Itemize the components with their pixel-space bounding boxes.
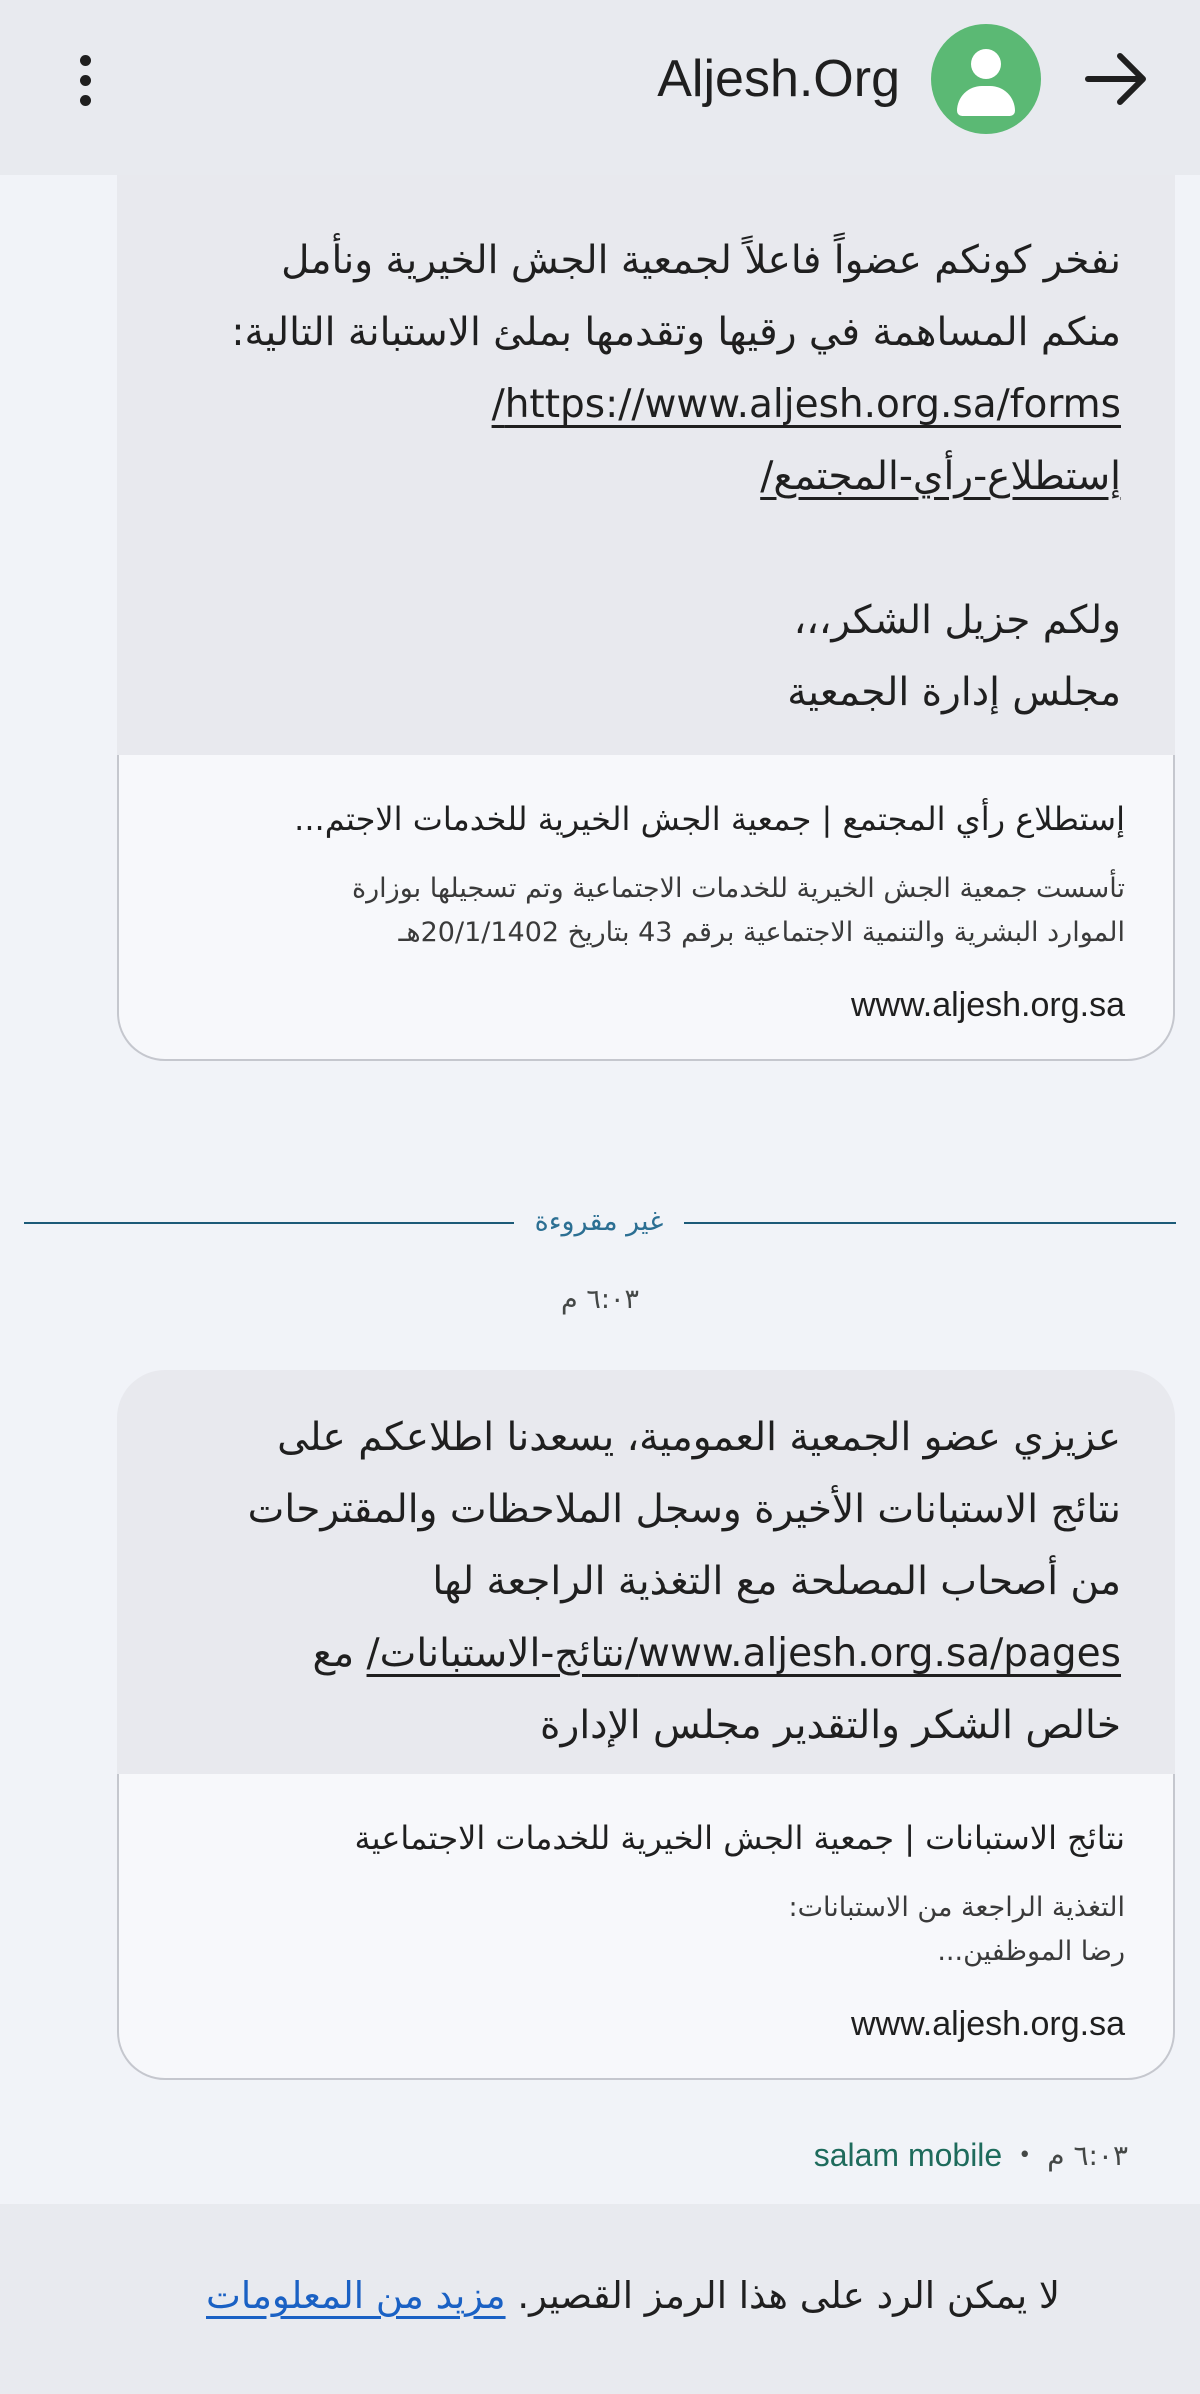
message-time: ٦:٠٣ م <box>1047 2138 1128 2172</box>
conversation-header <box>0 0 1200 175</box>
message-line: خالص الشكر والتقدير مجلس الإدارة <box>540 1703 1121 1748</box>
menu-dot <box>80 75 91 86</box>
preview-title: إستطلاع رأي المجتمع | جمعية الجش الخيرية للخدمات الاجتم... <box>294 800 1125 838</box>
message-line: عزيزي عضو الجمعية العمومية، يسعدنا اطلاعكم على <box>277 1415 1121 1460</box>
menu-dot <box>80 55 91 66</box>
message-line: مجلس إدارة الجمعية <box>787 670 1121 715</box>
menu-dot <box>80 95 91 106</box>
results-link[interactable]: www.aljesh.org.sa/pages/نتائج-الاستبانات/ <box>366 1631 1121 1676</box>
survey-link[interactable] <box>167 369 1121 441</box>
preview-description-line: تأسست جمعية الجش الخيرية للخدمات الاجتماعية وتم تسجيلها بوزارة <box>351 873 1125 904</box>
message-bubble[interactable] <box>117 1370 1175 2080</box>
arrow-right-icon[interactable] <box>1076 44 1156 114</box>
avatar-shoulders <box>957 86 1015 116</box>
message-line-with-link <box>167 1618 1121 1690</box>
meta-separator: • <box>1018 2142 1032 2168</box>
message-body <box>117 1370 1175 1774</box>
preview-description-line: الموارد البشرية والتنمية الاجتماعية برقم 43 بتاريخ 20/1/1402هـ <box>398 917 1125 948</box>
divider-rule <box>684 1222 1176 1224</box>
avatar-head <box>971 49 1001 79</box>
footer-notice <box>60 2266 1060 2326</box>
message-line: ولكم جزيل الشكر،،، <box>793 598 1121 643</box>
message-timestamp: ٦:٠٣ م <box>561 1284 639 1315</box>
link-preview-card[interactable] <box>117 1774 1175 2080</box>
reply-disabled-footer <box>0 2204 1200 2394</box>
message-bubble[interactable] <box>117 175 1175 1061</box>
message-body <box>117 175 1175 755</box>
contact-name[interactable]: Aljesh.Org <box>657 50 900 108</box>
unread-divider <box>24 1198 1176 1248</box>
message-meta <box>700 2130 1128 2180</box>
link-preview-card[interactable] <box>117 755 1175 1061</box>
message-line: من أصحاب المصلحة مع التغذية الراجعة لها <box>432 1559 1121 1604</box>
preview-description-line: التغذية الراجعة من الاستبانات: <box>788 1892 1125 1923</box>
more-vert-icon[interactable] <box>60 40 110 120</box>
link-line[interactable]: إستطلاع-رأي-المجتمع/ <box>760 454 1121 499</box>
preview-domain: www.aljesh.org.sa <box>850 986 1125 1024</box>
sim-label: salam mobile <box>813 2136 1003 2173</box>
message-line: نفخر كونكم عضواً فاعلاً لجمعية الجش الخيرية ونأمل <box>281 238 1121 283</box>
preview-title: نتائج الاستبانات | جمعية الجش الخيرية للخدمات الاجتماعية <box>354 1819 1125 1857</box>
preview-description <box>167 867 1125 955</box>
link-line[interactable]: https://www.aljesh.org.sa/forms/ <box>491 382 1121 427</box>
divider-rule <box>24 1222 514 1224</box>
preview-domain: www.aljesh.org.sa <box>850 2005 1125 2043</box>
message-spacer <box>167 513 1121 585</box>
more-info-link[interactable]: مزيد من المعلومات <box>206 2274 506 2317</box>
preview-description <box>167 1886 1125 1974</box>
message-line: نتائج الاستبانات الأخيرة وسجل الملاحظات والمقترحات <box>247 1487 1121 1532</box>
preview-description-line: رضا الموظفين... <box>937 1936 1125 1967</box>
unread-label: غير مقروءة <box>534 1206 664 1237</box>
link-suffix: مع <box>312 1631 367 1676</box>
footer-notice-text: لا يمكن الرد على هذا الرمز القصير. <box>517 2274 1060 2317</box>
message-line: منكم المساهمة في رقيها وتقدمها بملئ الاستبانة التالية: <box>231 310 1121 355</box>
survey-link[interactable] <box>167 441 1121 513</box>
person-icon[interactable] <box>931 24 1041 134</box>
